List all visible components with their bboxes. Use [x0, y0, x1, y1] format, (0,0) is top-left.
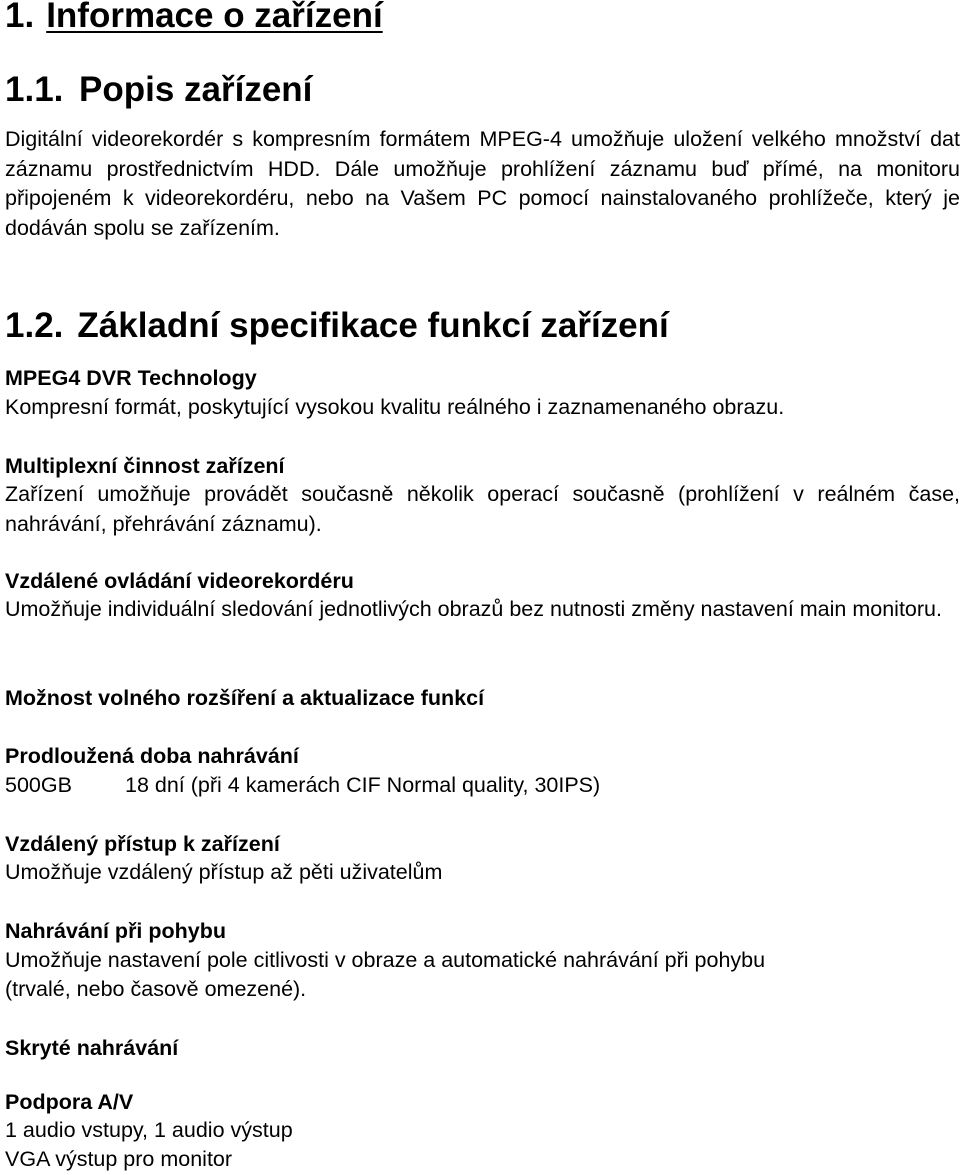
section-text-multiplex: Zařízení umožňuje provádět současně několik operací současně (prohlížení v reálném čase, nahrávání, přehrávání záznamu).	[5, 482, 960, 536]
section-text-av-line2: VGA výstup pro monitor	[5, 1147, 233, 1171]
heading-title: Popis zařízení	[79, 70, 313, 109]
capacity-value: 500GB	[5, 773, 72, 797]
intro-paragraph: Digitální videorekordér s kompresním formátem MPEG-4 umožňuje uložení velkého množství dat záznamu prostřednictvím HDD. Dále umožňuje prohlížení záznamu buď přímé, na monitoru připojeném k videorekordéru, nebo na Vašem PC pomocí nainstalovaného prohlížeče, který je dodáván spolu se zařízením.	[5, 127, 960, 240]
heading-number: 1.1.	[5, 70, 64, 109]
heading-title: Informace o zařízení	[46, 0, 383, 35]
section-text-motion-line1: Umožňuje nastavení pole citlivosti v obraze a automatické nahrávání při pohybu	[5, 948, 766, 972]
heading-specifikace	[5, 304, 669, 348]
recording-duration: 18 dní (při 4 kamerách CIF Normal quality, 30IPS)	[125, 773, 601, 797]
section-text-remote-control: Umožňuje individuální sledování jednotlivých obrazů bez nutnosti změny nastavení main monitoru.	[5, 597, 942, 621]
section-title-multiplex: Multiplexní činnost zařízení	[5, 454, 285, 478]
section-title-recording-time: Prodloužená doba nahrávání	[5, 744, 299, 768]
section-title-av: Podpora A/V	[5, 1090, 134, 1114]
section-text-remote-access: Umožňuje vzdálený přístup až pěti uživatelům	[5, 860, 443, 884]
heading-informace	[5, 0, 383, 38]
section-text-mpeg4: Kompresní formát, poskytující vysokou kvalitu reálného i zaznamenaného obrazu.	[5, 395, 785, 419]
section-title-expansion: Možnost volného rozšíření a aktualizace funkcí	[5, 686, 485, 710]
section-title-hidden: Skryté nahrávání	[5, 1036, 179, 1060]
section-text-recording-time	[5, 771, 600, 799]
section-text-motion-line2: (trvalé, nebo časově omezené).	[5, 977, 307, 1001]
heading-popis	[5, 68, 312, 112]
heading-number: 1.	[5, 0, 35, 35]
heading-number: 1.2.	[5, 306, 64, 345]
heading-title: Základní specifikace funkcí zařízení	[77, 306, 669, 345]
section-text-av-line1: 1 audio vstupy, 1 audio výstup	[5, 1118, 293, 1142]
section-title-mpeg4: MPEG4 DVR Technology	[5, 366, 257, 390]
section-title-remote-control: Vzdálené ovládání videorekordéru	[5, 569, 354, 593]
section-title-remote-access: Vzdálený přístup k zařízení	[5, 832, 280, 856]
section-title-motion: Nahrávání při pohybu	[5, 919, 227, 943]
